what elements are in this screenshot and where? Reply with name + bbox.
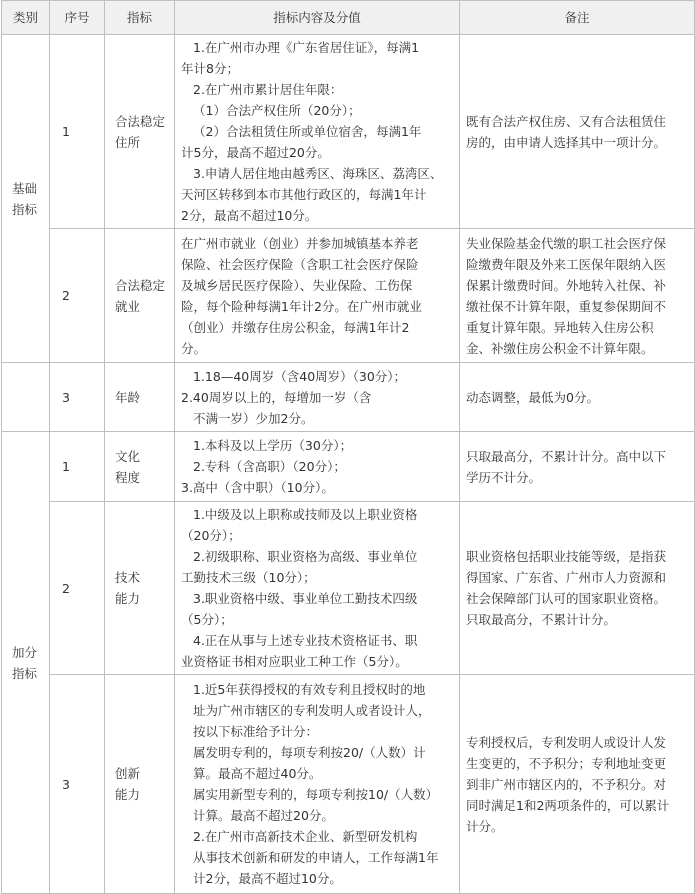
header-content: 指标内容及分值 [175, 1, 460, 35]
table-row [2, 432, 695, 502]
indicator-cell: 年龄 [105, 363, 175, 432]
note-cell: 既有合法产权住房、又有合法租赁住 房的，由申请人选择其中一项计分。 [460, 35, 695, 229]
row-number: 1 [50, 35, 105, 229]
content-cell: 在广州市就业（创业）并参加城镇基本养老 保险、社会医疗保险（含职工社会医疗保险 及城乡居民医疗保险）、失业保险、工伤保 险，每个险种每满1年计2分。在广州市就业 （创业）并缴存住房公积金，每满1年计2 分。 [175, 229, 460, 363]
indicator-cell: 合法稳定 就业 [105, 229, 175, 363]
content-cell: 1.中级及以上职称或技师及以上职业资格 （20分）； 2.初级职称、职业资格为高级、事业单位 工勤技术三级（10分）； 3.职业资格中级、事业单位工勤技术四级 （5分）； 4.正在从事与上述专业技术资格证书、职 业资格证书相对应职业工种工作（5分）。 [175, 502, 460, 675]
note-cell: 失业保险基金代缴的职工社会医疗保 险缴费年限及外来工医保年限纳入医 保累计缴费时间。外地转入社保、补 缴社保不计算年限，重复参保期间不 重复计算年限。异地转入住房公积 金、补缴住房公积金不计算年限。 [460, 229, 695, 363]
row-number: 1 [50, 432, 105, 502]
content-cell: 1.18—40周岁（含40周岁）（30分）； 2.40周岁以上的，每增加一岁（含 不满一岁）少加2分。 [175, 363, 460, 432]
table-row [2, 229, 695, 363]
indicator-cell: 文化 程度 [105, 432, 175, 502]
category-basic: 基础 指标 [2, 35, 50, 363]
content-cell: 1.本科及以上学历（30分）； 2.专科（含高职）（20分）； 3.高中（含中职）（10分）。 [175, 432, 460, 502]
indicator-cell: 合法稳定 住所 [105, 35, 175, 229]
table-row [2, 363, 695, 432]
row-number: 3 [50, 363, 105, 432]
table-row [2, 675, 695, 894]
points-table [1, 0, 695, 894]
header-category: 类别 [2, 1, 50, 35]
row-number: 2 [50, 229, 105, 363]
content-cell: 1.近5年获得授权的有效专利且授权时的地 址为广州市辖区的专利发明人或者设计人， 按以下标准给予计分： 属发明专利的，每项专利按20/（人数）计 算。最高不超过40分。 属实用新型专利的，每项专利按10/（人数） 计算。最高不超过20分。 2.在广州市高新技术企业、新型研发机构 从事技术创新和研发的申请人，工作每满1年 计2分，最高不超过10分。 [175, 675, 460, 894]
content-cell: 1.在广州市办理《广东省居住证》，每满1 年计8分； 2.在广州市累计居住年限： （1）合法产权住所（20分）； （2）合法租赁住所或单位宿舍，每满1年 计5分，最高不超过20分。 3.申请人居住地由越秀区、海珠区、荔湾区、 天河区转移到本市其他行政区的，每满1年计 2分，最高不超过10分。 [175, 35, 460, 229]
category-bonus: 加分 指标 [2, 432, 50, 894]
table-row [2, 35, 695, 229]
note-cell: 动态调整，最低为0分。 [460, 363, 695, 432]
table-row [2, 502, 695, 675]
note-cell: 职业资格包括职业技能等级，是指获 得国家、广东省、广州市人力资源和 社会保障部门认可的国家职业资格。 只取最高分，不累计计分。 [460, 502, 695, 675]
table-header-row [2, 1, 695, 35]
note-cell: 专利授权后，专利发明人或设计人发 生变更的，不予积分；专利地址变更 到非广州市辖区内的，不予积分。对 同时满足1和2两项条件的，可以累计 计分。 [460, 675, 695, 894]
row-number: 3 [50, 675, 105, 894]
category-empty [2, 363, 50, 432]
header-note: 备注 [460, 1, 695, 35]
note-cell: 只取最高分，不累计计分。高中以下 学历不计分。 [460, 432, 695, 502]
header-indicator: 指标 [105, 1, 175, 35]
row-number: 2 [50, 502, 105, 675]
indicator-cell: 技术 能力 [105, 502, 175, 675]
header-number: 序号 [50, 1, 105, 35]
indicator-cell: 创新 能力 [105, 675, 175, 894]
